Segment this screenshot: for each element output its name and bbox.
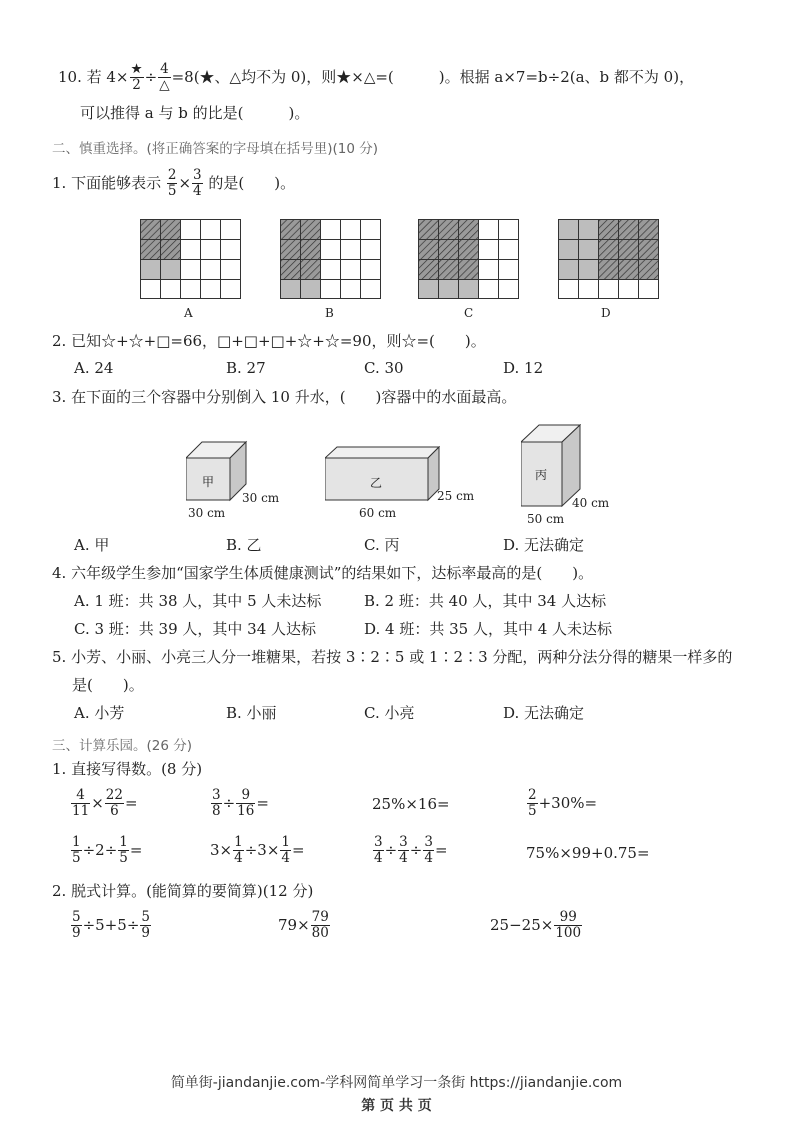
container-yi-width: 60 cm xyxy=(359,506,397,520)
q1-question: 1. 下面能够表示 $\frac{2}{5}$ × $\frac{3}{4}$ 的是( )。 xyxy=(52,167,296,199)
container-yi-depth: 25 cm xyxy=(437,489,475,503)
calc1-expr2[interactable]: $\frac{3}{8}$ ÷ $\frac{9}{16}$ = xyxy=(212,787,269,819)
grid-option-a[interactable] xyxy=(140,219,241,299)
q2-option-d[interactable]: D. 12 xyxy=(503,359,544,377)
container-yi-label: 乙 xyxy=(370,476,383,490)
calc1-expr7[interactable]: $\frac{3}{4}$ ÷ $\frac{3}{4}$ ÷ $\frac{3}{4}$ = xyxy=(374,834,448,866)
q3-option-b[interactable]: B. 乙 xyxy=(226,536,262,554)
container-jia-label: 甲 xyxy=(202,475,215,489)
q10-fraction-star: $\frac{★}{2}$ xyxy=(130,61,143,93)
calc2-title: 2. 脱式计算。(能简算的要简算)(12 分) xyxy=(52,882,314,900)
calc2-expr3[interactable]: 25−25× $\frac{99}{100}$ xyxy=(490,909,582,941)
calc1-expr6[interactable]: 3× $\frac{1}{4}$ ÷3× $\frac{1}{4}$ = xyxy=(210,834,305,866)
q5-option-a[interactable]: A. 小芳 xyxy=(74,704,125,722)
container-bing-width: 50 cm xyxy=(527,512,565,526)
calc2-expr2[interactable]: 79× $\frac{79}{80}$ xyxy=(278,909,329,941)
calc1-expr3[interactable]: 25%×16= xyxy=(372,795,450,813)
q5-option-d[interactable]: D. 无法确定 xyxy=(503,704,585,722)
section2-title: 二、慎重选择。(将正确答案的字母填在括号里)(10 分) xyxy=(52,141,379,157)
q2-option-c[interactable]: C. 30 xyxy=(364,359,404,377)
grid-label-a: A xyxy=(184,306,193,320)
container-bing-depth: 40 cm xyxy=(572,496,610,510)
q2-option-a[interactable]: A. 24 xyxy=(74,359,114,377)
calc1-expr8[interactable]: 75%×99+0.75= xyxy=(526,844,650,862)
q10-text-a: 10. 若 4× xyxy=(58,67,129,86)
container-jia-width: 30 cm xyxy=(188,506,226,520)
q5-option-c[interactable]: C. 小亮 xyxy=(364,704,415,722)
grid-label-d: D xyxy=(601,306,611,320)
grid-option-b[interactable] xyxy=(280,219,381,299)
q4-option-b[interactable]: B. 2 班：共 40 人，其中 34 人达标 xyxy=(364,592,607,610)
q2-option-b[interactable]: B. 27 xyxy=(226,359,266,377)
q5-option-b[interactable]: B. 小丽 xyxy=(226,704,277,722)
calc1-expr1[interactable]: $\frac{4}{11}$ × $\frac{22}{6}$ = xyxy=(72,787,138,819)
footer-watermark: 简单街-jiandanjie.com-学科网简单学习一条街 https://jiandanjie.com xyxy=(170,1075,623,1091)
q3-option-a[interactable]: A. 甲 xyxy=(74,536,110,554)
q4-question: 4. 六年级学生参加“国家学生体质健康测试”的结果如下，达标率最高的是( )。 xyxy=(52,564,594,582)
calc1-expr4[interactable]: $\frac{2}{5}$ +30%= xyxy=(528,787,598,819)
calc1-title: 1. 直接写得数。(8 分) xyxy=(52,760,203,778)
calc2-expr1[interactable]: $\frac{5}{9}$ ÷5+5÷ $\frac{5}{9}$ xyxy=(72,909,150,941)
calc1-expr5[interactable]: $\frac{1}{5}$ ÷2÷ $\frac{1}{5}$ = xyxy=(72,834,143,866)
q10-text-b: =8(★、△均不为 0)，则★×△=( )。根据 a×7=b÷2(a、b 都不为 0)， xyxy=(171,67,695,86)
q3-option-d[interactable]: D. 无法确定 xyxy=(503,536,585,554)
section3-title: 三、计算乐园。(26 分) xyxy=(52,738,193,754)
q5-question-line2: 是( )。 xyxy=(72,676,144,694)
q10-line2: 可以推得 a 与 b 的比是( )。 xyxy=(80,104,310,122)
q10-line1: 10. 若 4× $\frac{★}{2}$ ÷ $\frac{4}{\triangle}$ =8(★、△均不为 0)，则★×△=( )。根据 a×7=b÷2(a、b 都不为 0)， xyxy=(58,61,695,93)
q5-question-line1: 5. 小芳、小丽、小亮三人分一堆糖果，若按 3∶2∶5 或 1∶2∶3 分配，两种分法分得的糖果一样多的 xyxy=(52,648,733,666)
container-bing-label: 丙 xyxy=(535,468,548,482)
grid-label-b: B xyxy=(325,306,334,320)
q3-option-c[interactable]: C. 丙 xyxy=(364,536,400,554)
q4-option-c[interactable]: C. 3 班：共 39 人，其中 34 人达标 xyxy=(74,620,317,638)
grid-option-c[interactable] xyxy=(418,219,519,299)
q4-option-d[interactable]: D. 4 班：共 35 人，其中 4 人未达标 xyxy=(364,620,613,638)
container-jia-depth: 30 cm xyxy=(242,491,280,505)
container-jia xyxy=(186,440,248,506)
q3-question: 3. 在下面的三个容器中分别倒入 10 升水，( )容器中的水面最高。 xyxy=(52,388,517,406)
container-yi xyxy=(325,446,440,506)
footer-page-number: 第 页 共 页 xyxy=(361,1098,432,1114)
grid-option-d[interactable] xyxy=(558,219,659,299)
q2-question: 2. 已知☆+☆+□=66，□+□+□+☆+☆=90，则☆=( )。 xyxy=(52,332,486,350)
q10-fraction-triangle: $\frac{4}{\triangle}$ xyxy=(159,61,170,93)
q4-option-a[interactable]: A. 1 班：共 38 人，其中 5 人未达标 xyxy=(74,592,322,610)
grid-label-c: C xyxy=(464,306,474,320)
